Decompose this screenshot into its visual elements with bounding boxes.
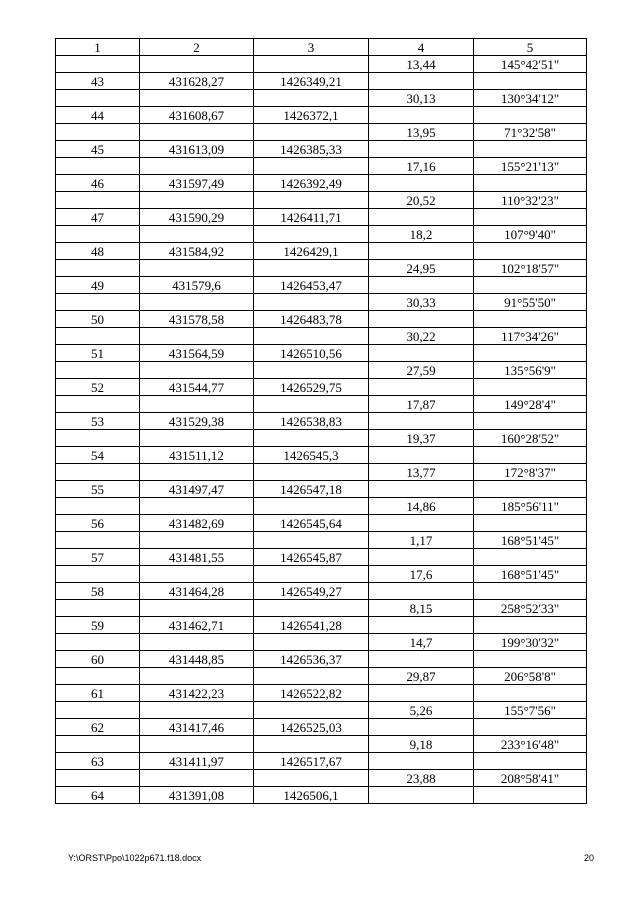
table-row bbox=[56, 685, 587, 702]
table-cell-col-1: 51 bbox=[56, 345, 140, 362]
table-cell-col-1 bbox=[56, 770, 140, 787]
table-cell-col-5: 233°16'48" bbox=[474, 736, 587, 753]
table-cell-col-1: 54 bbox=[56, 447, 140, 464]
table-cell-col-2 bbox=[140, 634, 254, 651]
table-row bbox=[56, 549, 587, 566]
table-cell-col-1: 62 bbox=[56, 719, 140, 736]
table-cell-col-3 bbox=[254, 226, 369, 243]
table-cell-col-2 bbox=[140, 158, 254, 175]
table-cell-col-5: 145°42'51" bbox=[474, 56, 587, 73]
table-cell-col-5: 172°8'37" bbox=[474, 464, 587, 481]
table-cell-col-5: 160°28'52" bbox=[474, 430, 587, 447]
table-cell-col-1: 57 bbox=[56, 549, 140, 566]
table-cell-col-1: 61 bbox=[56, 685, 140, 702]
table-row bbox=[56, 498, 587, 515]
table-cell-col-2: 431481,55 bbox=[140, 549, 254, 566]
table-cell-col-3: 1426545,3 bbox=[254, 447, 369, 464]
table-cell-col-4: 17,6 bbox=[369, 566, 474, 583]
table-cell-col-2 bbox=[140, 362, 254, 379]
table-cell-col-5 bbox=[474, 107, 587, 124]
header-col-5: 5 bbox=[474, 39, 587, 56]
table-row bbox=[56, 158, 587, 175]
table-cell-col-1 bbox=[56, 566, 140, 583]
table-cell-col-4: 19,37 bbox=[369, 430, 474, 447]
table-cell-col-3 bbox=[254, 328, 369, 345]
table-cell-col-4: 17,87 bbox=[369, 396, 474, 413]
table-cell-col-1 bbox=[56, 498, 140, 515]
table-cell-col-1 bbox=[56, 226, 140, 243]
table-cell-col-5 bbox=[474, 379, 587, 396]
table-cell-col-1: 59 bbox=[56, 617, 140, 634]
table-row bbox=[56, 175, 587, 192]
table-row bbox=[56, 73, 587, 90]
page-number: 20 bbox=[584, 853, 595, 863]
table-cell-col-4: 17,16 bbox=[369, 158, 474, 175]
table-cell-col-4: 29,87 bbox=[369, 668, 474, 685]
table-cell-col-3: 1426549,27 bbox=[254, 583, 369, 600]
table-cell-col-2: 431544,77 bbox=[140, 379, 254, 396]
table-cell-col-3: 1426529,75 bbox=[254, 379, 369, 396]
table-row bbox=[56, 90, 587, 107]
table-cell-col-1: 47 bbox=[56, 209, 140, 226]
table-cell-col-3: 1426483,78 bbox=[254, 311, 369, 328]
table-cell-col-3: 1426510,56 bbox=[254, 345, 369, 362]
table-cell-col-2: 431464,28 bbox=[140, 583, 254, 600]
table-row bbox=[56, 668, 587, 685]
table-cell-col-4: 18,2 bbox=[369, 226, 474, 243]
table-cell-col-5: 206°58'8" bbox=[474, 668, 587, 685]
table-cell-col-1: 53 bbox=[56, 413, 140, 430]
table-cell-col-5: 130°34'12" bbox=[474, 90, 587, 107]
table-cell-col-4 bbox=[369, 753, 474, 770]
table-cell-col-2 bbox=[140, 464, 254, 481]
table-cell-col-1 bbox=[56, 158, 140, 175]
table-cell-col-5: 155°7'56" bbox=[474, 702, 587, 719]
table-cell-col-2 bbox=[140, 736, 254, 753]
table-cell-col-4: 5,26 bbox=[369, 702, 474, 719]
table-row bbox=[56, 702, 587, 719]
table-cell-col-4: 1,17 bbox=[369, 532, 474, 549]
table-cell-col-5 bbox=[474, 447, 587, 464]
table-cell-col-3 bbox=[254, 566, 369, 583]
table-cell-col-1 bbox=[56, 430, 140, 447]
table-cell-col-1 bbox=[56, 294, 140, 311]
table-cell-col-5: 149°28'4" bbox=[474, 396, 587, 413]
table-cell-col-5: 168°51'45" bbox=[474, 532, 587, 549]
table-cell-col-2: 431564,59 bbox=[140, 345, 254, 362]
table-cell-col-4 bbox=[369, 73, 474, 90]
table-row bbox=[56, 430, 587, 447]
table-cell-col-1: 50 bbox=[56, 311, 140, 328]
table-cell-col-4: 23,88 bbox=[369, 770, 474, 787]
table-cell-col-3 bbox=[254, 770, 369, 787]
table-cell-col-5 bbox=[474, 175, 587, 192]
table-cell-col-2: 431482,69 bbox=[140, 515, 254, 532]
header-col-3: 3 bbox=[254, 39, 369, 56]
table-row bbox=[56, 345, 587, 362]
table-cell-col-5 bbox=[474, 515, 587, 532]
table-cell-col-4 bbox=[369, 209, 474, 226]
table-cell-col-2 bbox=[140, 56, 254, 73]
table-row bbox=[56, 515, 587, 532]
table-cell-col-4: 9,18 bbox=[369, 736, 474, 753]
table-cell-col-1: 44 bbox=[56, 107, 140, 124]
table-cell-col-3: 1426541,28 bbox=[254, 617, 369, 634]
table-row bbox=[56, 583, 587, 600]
table-cell-col-5: 258°52'33" bbox=[474, 600, 587, 617]
table-cell-col-1: 46 bbox=[56, 175, 140, 192]
table-cell-col-5: 168°51'45" bbox=[474, 566, 587, 583]
table-row bbox=[56, 634, 587, 651]
table-cell-col-1: 49 bbox=[56, 277, 140, 294]
table-cell-col-2: 431579,6 bbox=[140, 277, 254, 294]
table-cell-col-1 bbox=[56, 668, 140, 685]
table-cell-col-5: 155°21'13" bbox=[474, 158, 587, 175]
table-cell-col-2 bbox=[140, 226, 254, 243]
table-cell-col-2: 431462,71 bbox=[140, 617, 254, 634]
table-cell-col-2 bbox=[140, 294, 254, 311]
table-row bbox=[56, 753, 587, 770]
table-cell-col-5 bbox=[474, 549, 587, 566]
table-cell-col-5 bbox=[474, 583, 587, 600]
table-cell-col-4 bbox=[369, 413, 474, 430]
table-row bbox=[56, 481, 587, 498]
table-cell-col-2: 431613,09 bbox=[140, 141, 254, 158]
table-row bbox=[56, 243, 587, 260]
header-col-2: 2 bbox=[140, 39, 254, 56]
table-cell-col-3 bbox=[254, 158, 369, 175]
table-cell-col-3: 1426545,64 bbox=[254, 515, 369, 532]
table-row bbox=[56, 532, 587, 549]
table-row bbox=[56, 294, 587, 311]
table-cell-col-4 bbox=[369, 515, 474, 532]
table-cell-col-4: 20,52 bbox=[369, 192, 474, 209]
table-cell-col-4 bbox=[369, 345, 474, 362]
table-cell-col-3 bbox=[254, 532, 369, 549]
table-cell-col-1: 63 bbox=[56, 753, 140, 770]
table-row bbox=[56, 141, 587, 158]
table-cell-col-3: 1426538,83 bbox=[254, 413, 369, 430]
table-row bbox=[56, 464, 587, 481]
table-cell-col-4 bbox=[369, 651, 474, 668]
table-cell-col-5 bbox=[474, 209, 587, 226]
table-cell-col-3: 1426517,67 bbox=[254, 753, 369, 770]
table-cell-col-3: 1426385,33 bbox=[254, 141, 369, 158]
table-cell-col-2 bbox=[140, 770, 254, 787]
table-cell-col-2: 431584,92 bbox=[140, 243, 254, 260]
table-cell-col-4 bbox=[369, 277, 474, 294]
table-cell-col-4: 24,95 bbox=[369, 260, 474, 277]
table-cell-col-2: 431608,67 bbox=[140, 107, 254, 124]
table-cell-col-2 bbox=[140, 396, 254, 413]
table-cell-col-5 bbox=[474, 617, 587, 634]
table-cell-col-5: 199°30'32" bbox=[474, 634, 587, 651]
table-row bbox=[56, 209, 587, 226]
table-cell-col-1: 43 bbox=[56, 73, 140, 90]
table-cell-col-5 bbox=[474, 413, 587, 430]
table-cell-col-4: 30,33 bbox=[369, 294, 474, 311]
table-cell-col-1: 52 bbox=[56, 379, 140, 396]
table-cell-col-1: 58 bbox=[56, 583, 140, 600]
table-cell-col-3 bbox=[254, 498, 369, 515]
table-cell-col-1 bbox=[56, 90, 140, 107]
table-body bbox=[56, 56, 587, 804]
table-cell-col-5 bbox=[474, 141, 587, 158]
table-cell-col-4 bbox=[369, 787, 474, 804]
table-cell-col-4: 14,7 bbox=[369, 634, 474, 651]
table-row bbox=[56, 413, 587, 430]
table-cell-col-2 bbox=[140, 328, 254, 345]
table-row bbox=[56, 770, 587, 787]
table-cell-col-3 bbox=[254, 294, 369, 311]
table-cell-col-3 bbox=[254, 430, 369, 447]
table-cell-col-3: 1426506,1 bbox=[254, 787, 369, 804]
table-cell-col-4 bbox=[369, 175, 474, 192]
table-cell-col-5: 208°58'41" bbox=[474, 770, 587, 787]
coordinates-table bbox=[55, 38, 587, 804]
table-cell-col-1 bbox=[56, 532, 140, 549]
table-cell-col-4: 30,22 bbox=[369, 328, 474, 345]
table-cell-col-3: 1426349,21 bbox=[254, 73, 369, 90]
table-cell-col-5 bbox=[474, 651, 587, 668]
table-cell-col-2 bbox=[140, 498, 254, 515]
table-cell-col-4 bbox=[369, 107, 474, 124]
table-row bbox=[56, 124, 587, 141]
table-cell-col-1: 45 bbox=[56, 141, 140, 158]
table-cell-col-4 bbox=[369, 243, 474, 260]
table-cell-col-5 bbox=[474, 685, 587, 702]
table-cell-col-4 bbox=[369, 549, 474, 566]
table-cell-col-2: 431497,47 bbox=[140, 481, 254, 498]
table-cell-col-5: 91°55'50" bbox=[474, 294, 587, 311]
table-cell-col-2 bbox=[140, 90, 254, 107]
table-cell-col-1 bbox=[56, 192, 140, 209]
table-cell-col-2: 431597,49 bbox=[140, 175, 254, 192]
table-cell-col-2: 431417,46 bbox=[140, 719, 254, 736]
table-cell-col-2: 431590,29 bbox=[140, 209, 254, 226]
table-cell-col-3: 1426372,1 bbox=[254, 107, 369, 124]
table-cell-col-4 bbox=[369, 311, 474, 328]
table-cell-col-3 bbox=[254, 260, 369, 277]
table-cell-col-2 bbox=[140, 124, 254, 141]
table-cell-col-2 bbox=[140, 668, 254, 685]
table-cell-col-3: 1426411,71 bbox=[254, 209, 369, 226]
table-cell-col-4: 13,77 bbox=[369, 464, 474, 481]
table-cell-col-2: 431511,12 bbox=[140, 447, 254, 464]
header-col-4: 4 bbox=[369, 39, 474, 56]
table-cell-col-1 bbox=[56, 464, 140, 481]
table-cell-col-4: 30,13 bbox=[369, 90, 474, 107]
table-cell-col-3 bbox=[254, 90, 369, 107]
table-row bbox=[56, 192, 587, 209]
table-cell-col-4: 13,44 bbox=[369, 56, 474, 73]
table-cell-col-3: 1426522,82 bbox=[254, 685, 369, 702]
table-cell-col-5 bbox=[474, 719, 587, 736]
table-cell-col-5 bbox=[474, 787, 587, 804]
table-cell-col-5 bbox=[474, 73, 587, 90]
table-row bbox=[56, 328, 587, 345]
table-cell-col-1 bbox=[56, 124, 140, 141]
table-row bbox=[56, 719, 587, 736]
table-cell-col-5 bbox=[474, 753, 587, 770]
table-cell-col-4: 8,15 bbox=[369, 600, 474, 617]
table-header-row bbox=[56, 39, 587, 56]
table-row bbox=[56, 226, 587, 243]
table-cell-col-2: 431448,85 bbox=[140, 651, 254, 668]
table-row bbox=[56, 260, 587, 277]
table-cell-col-4 bbox=[369, 583, 474, 600]
table-cell-col-3: 1426547,18 bbox=[254, 481, 369, 498]
table-cell-col-3 bbox=[254, 464, 369, 481]
table-row bbox=[56, 56, 587, 73]
table-cell-col-3 bbox=[254, 56, 369, 73]
table-cell-col-4 bbox=[369, 379, 474, 396]
table-cell-col-5: 110°32'23" bbox=[474, 192, 587, 209]
table-cell-col-2: 431391,08 bbox=[140, 787, 254, 804]
table-cell-col-4 bbox=[369, 685, 474, 702]
table-cell-col-1: 48 bbox=[56, 243, 140, 260]
table-cell-col-5: 102°18'57" bbox=[474, 260, 587, 277]
table-cell-col-1 bbox=[56, 260, 140, 277]
table-cell-col-1 bbox=[56, 634, 140, 651]
table-cell-col-1 bbox=[56, 396, 140, 413]
table-cell-col-3: 1426429,1 bbox=[254, 243, 369, 260]
table-cell-col-5: 185°56'11" bbox=[474, 498, 587, 515]
table-cell-col-2: 431578,58 bbox=[140, 311, 254, 328]
table-cell-col-3: 1426545,87 bbox=[254, 549, 369, 566]
header-col-1: 1 bbox=[56, 39, 140, 56]
table-cell-col-3 bbox=[254, 736, 369, 753]
table-cell-col-4 bbox=[369, 447, 474, 464]
table-cell-col-1 bbox=[56, 56, 140, 73]
footer-file-path: Y:\ORST\Ppo\1022p671.f18.docx bbox=[68, 853, 202, 863]
table-cell-col-5 bbox=[474, 277, 587, 294]
table-cell-col-3: 1426536,37 bbox=[254, 651, 369, 668]
table-cell-col-1 bbox=[56, 702, 140, 719]
table-cell-col-1: 56 bbox=[56, 515, 140, 532]
table-row bbox=[56, 362, 587, 379]
table-cell-col-4 bbox=[369, 719, 474, 736]
table-cell-col-3 bbox=[254, 362, 369, 379]
table-cell-col-2: 431628,27 bbox=[140, 73, 254, 90]
table-cell-col-3 bbox=[254, 124, 369, 141]
table-cell-col-3: 1426392,49 bbox=[254, 175, 369, 192]
table-cell-col-2: 431422,23 bbox=[140, 685, 254, 702]
table-cell-col-4: 13,95 bbox=[369, 124, 474, 141]
table-row bbox=[56, 311, 587, 328]
table-row bbox=[56, 617, 587, 634]
table-cell-col-1 bbox=[56, 362, 140, 379]
table-row bbox=[56, 651, 587, 668]
table-row bbox=[56, 107, 587, 124]
table-cell-col-3 bbox=[254, 634, 369, 651]
table-cell-col-4 bbox=[369, 481, 474, 498]
table-cell-col-1: 60 bbox=[56, 651, 140, 668]
table-cell-col-5: 135°56'9" bbox=[474, 362, 587, 379]
table-cell-col-4: 14,86 bbox=[369, 498, 474, 515]
table-cell-col-4: 27,59 bbox=[369, 362, 474, 379]
table-cell-col-3: 1426525,03 bbox=[254, 719, 369, 736]
table-cell-col-5 bbox=[474, 311, 587, 328]
table-row bbox=[56, 447, 587, 464]
table-cell-col-2: 431411,97 bbox=[140, 753, 254, 770]
table-cell-col-2 bbox=[140, 192, 254, 209]
table-cell-col-1 bbox=[56, 328, 140, 345]
table-row bbox=[56, 379, 587, 396]
table-cell-col-3 bbox=[254, 192, 369, 209]
table-row bbox=[56, 787, 587, 804]
table-cell-col-3 bbox=[254, 668, 369, 685]
table-cell-col-5: 71°32'58" bbox=[474, 124, 587, 141]
table-cell-col-4 bbox=[369, 617, 474, 634]
table-row bbox=[56, 736, 587, 753]
table-cell-col-5 bbox=[474, 243, 587, 260]
table-cell-col-1 bbox=[56, 736, 140, 753]
table-cell-col-2 bbox=[140, 430, 254, 447]
table-cell-col-3 bbox=[254, 702, 369, 719]
table-cell-col-2 bbox=[140, 566, 254, 583]
table-row bbox=[56, 277, 587, 294]
table-cell-col-2 bbox=[140, 600, 254, 617]
table-row bbox=[56, 600, 587, 617]
table-cell-col-3: 1426453,47 bbox=[254, 277, 369, 294]
table-cell-col-3 bbox=[254, 600, 369, 617]
table-row bbox=[56, 396, 587, 413]
table-cell-col-3 bbox=[254, 396, 369, 413]
table-cell-col-2 bbox=[140, 260, 254, 277]
table-cell-col-1: 55 bbox=[56, 481, 140, 498]
table-cell-col-2 bbox=[140, 532, 254, 549]
table-cell-col-1: 64 bbox=[56, 787, 140, 804]
table-cell-col-2: 431529,38 bbox=[140, 413, 254, 430]
table-cell-col-5: 117°34'26" bbox=[474, 328, 587, 345]
table-cell-col-5: 107°9'40" bbox=[474, 226, 587, 243]
table-cell-col-1 bbox=[56, 600, 140, 617]
table-cell-col-5 bbox=[474, 345, 587, 362]
table-cell-col-4 bbox=[369, 141, 474, 158]
table-row bbox=[56, 566, 587, 583]
table-cell-col-2 bbox=[140, 702, 254, 719]
table-cell-col-5 bbox=[474, 481, 587, 498]
